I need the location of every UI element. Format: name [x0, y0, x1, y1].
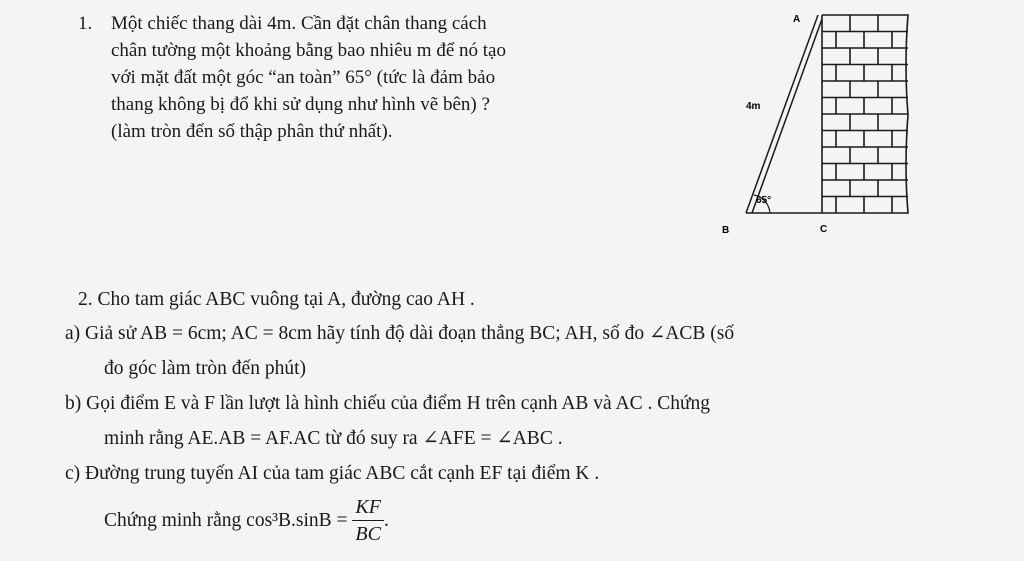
problem2-c-line2-suffix: . [383, 510, 389, 531]
problem1-number: 1. [78, 13, 93, 34]
label-a: A [793, 14, 801, 25]
problem2-b-line2: minh rằng AE.AB = AF.AC từ đó suy ra ∠AFE = ∠ABC . [104, 428, 563, 449]
ladder-wall-figure [710, 5, 925, 240]
problem2-b-line1: b) Gọi điểm E và F lần lượt là hình chiếu của điểm H trên cạnh AB và AC . Chứng [65, 393, 711, 414]
label-c: C [820, 224, 828, 235]
fraction-denominator: BC [355, 523, 381, 545]
problem2-c-line2 [104, 496, 389, 545]
problem1-line-4: thang không bị đổ khi sử dụng như hình vẽ bên) ? [111, 94, 490, 115]
problem2-intro: 2. Cho tam giác ABC vuông tại A, đường cao AH . [78, 289, 475, 310]
problem1-line-2: chân tường một khoảng bằng bao nhiêu m để nó tạo [111, 40, 506, 61]
problem2-a-line2: đo góc làm tròn đến phút) [104, 358, 306, 379]
ladder-length-label: 4m [746, 101, 761, 112]
ladder [746, 15, 822, 213]
brick-wall [822, 15, 908, 213]
label-b: B [722, 225, 730, 236]
angle-label: 65° [756, 195, 772, 206]
problem2-a-line1: a) Giả sử AB = 6cm; AC = 8cm hãy tính độ dài đoạn thẳng BC; AH, số đo ∠ACB (số [65, 323, 735, 344]
problem2-c-line1: c) Đường trung tuyến AI của tam giác ABC cắt cạnh EF tại điểm K . [65, 463, 600, 484]
problem1-line-5: (làm tròn đến số thập phân thứ nhất). [111, 121, 393, 142]
fraction-kf-over-bc [352, 496, 384, 545]
problem1-line-1: Một chiếc thang dài 4m. Cần đặt chân thang cách [111, 13, 487, 34]
problem1-line-3: với mặt đất một góc “an toàn” 65° (tức là đảm bảo [111, 67, 496, 88]
problem2-c-line2-prefix: Chứng minh rằng cos³B.sinB = [104, 510, 348, 531]
fraction-numerator: KF [352, 496, 384, 521]
